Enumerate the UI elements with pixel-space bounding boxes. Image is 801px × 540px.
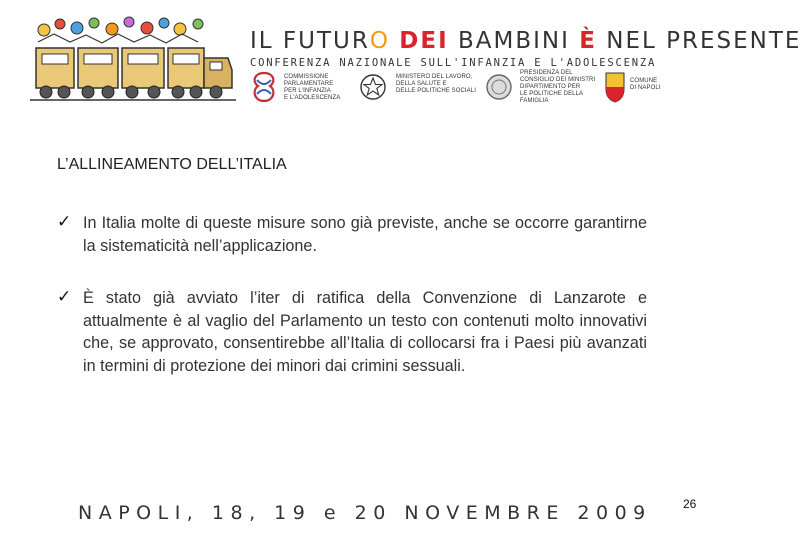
train-wagons	[36, 48, 232, 88]
checkmark-icon: ✓	[57, 212, 72, 231]
italian-emblem-icon	[358, 72, 388, 102]
footer-day-1: 18,	[211, 502, 262, 524]
footer-and: e	[323, 502, 343, 524]
government-seal-icon	[484, 72, 514, 102]
footer-month: NOVEMBRE	[404, 502, 565, 524]
bullet-item	[57, 212, 647, 257]
napoli-coat-of-arms-icon	[604, 71, 626, 103]
footer-city: NAPOLI,	[78, 502, 200, 524]
logo-comune	[604, 68, 662, 108]
title-part-o: O	[369, 28, 390, 54]
logo-presidenza	[484, 68, 608, 108]
bullet-text: In Italia molte di queste misure sono già previste, anche se occorre garantirne la sistematicità nell’applicazione.	[83, 214, 647, 255]
title-part-dei: DEI	[399, 28, 449, 54]
children-drawings	[38, 17, 203, 43]
logo-commissione-text: COMMISSIONE PARLAMENTARE PER L'INFANZIA E L'ADOLESCENZA	[284, 74, 341, 101]
logo-ministero-text: MINISTERO DEL LAVORO, DELLA SALUTE E DELLE POLITICHE SOCIALI	[396, 74, 476, 94]
title-part-e: È	[579, 28, 597, 54]
logo-comune-text: COMUNE DI NAPOLI	[630, 78, 661, 91]
conference-title-block	[250, 28, 801, 69]
title-part-bambini: BAMBINI	[457, 28, 570, 54]
footer-day-3: 20	[354, 502, 392, 524]
title-part-presente: PRESENTE	[666, 28, 801, 54]
train-illustration	[30, 14, 236, 106]
slide-heading: L’ALLINEAMENTO DELL’ITALIA	[57, 156, 287, 173]
logo-commissione	[248, 68, 348, 108]
title-part-il: IL	[250, 28, 274, 54]
bullet-text: È stato già avviato l’iter di ratifica della Convenzione di Lanzarote e attualmente è al vaglio del Parlamento un testo con contenuti molto innovativi che, se approvato, consentirebbe all’Italia di collocarsi fra i Paesi più avanzati in termini di protezione dei minori dai crimini sessuali.	[83, 289, 647, 375]
commissione-emblem-icon	[248, 70, 280, 104]
bullet-list	[57, 212, 647, 407]
conference-subtitle: CONFERENZA NAZIONALE SULL'INFANZIA E L'ADOLESCENZA	[250, 57, 657, 69]
title-part-nel: NEL	[606, 28, 657, 54]
bullet-item	[57, 287, 647, 377]
title-part-futur: FUTUR	[282, 28, 370, 54]
footer-year: 2009	[577, 502, 652, 524]
conference-title	[250, 28, 801, 54]
page-number: 26	[683, 497, 697, 511]
logo-presidenza-text: PRESIDENZA DEL CONSIGLIO DEI MINISTRI DIPARTIMENTO PER LE POLITICHE DELLA FAMIGLIA	[520, 70, 596, 104]
event-date-footer	[78, 502, 652, 524]
institution-logos	[248, 68, 660, 108]
logo-ministero	[358, 68, 484, 108]
checkmark-icon: ✓	[57, 287, 72, 306]
footer-day-2: 19	[274, 502, 312, 524]
